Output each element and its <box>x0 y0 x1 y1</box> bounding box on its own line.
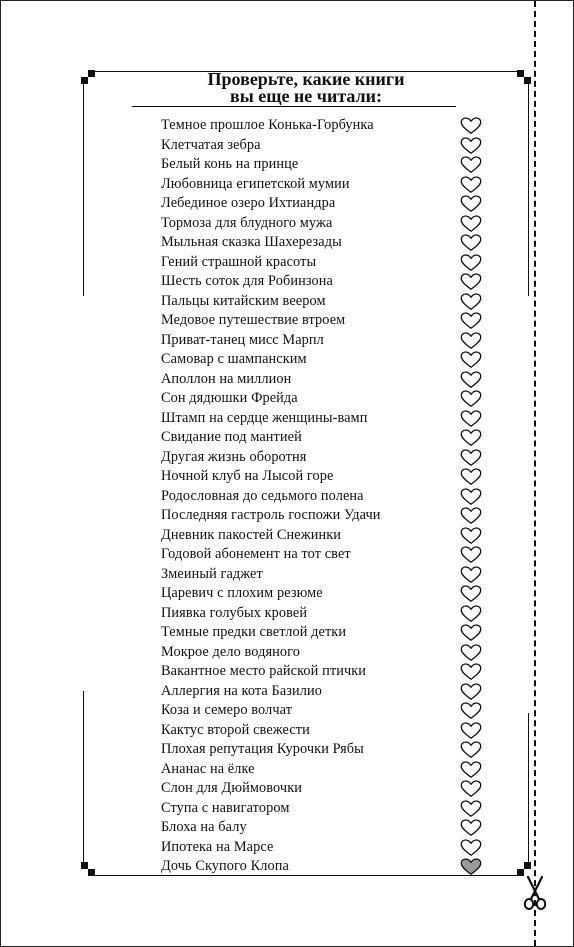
heart-icon[interactable] <box>460 312 482 330</box>
title-line-2: вы еще не читали: <box>229 86 382 106</box>
list-item <box>161 194 491 214</box>
title-underline <box>132 106 456 107</box>
list-item <box>161 350 491 370</box>
list-item <box>161 155 491 175</box>
list-item <box>161 565 491 585</box>
list-item <box>161 428 491 448</box>
list-item <box>161 506 491 526</box>
book-title: Плохая репутация Курочки Рябы <box>161 741 364 757</box>
list-item <box>161 721 491 741</box>
heart-icon[interactable] <box>460 663 482 681</box>
heart-icon[interactable] <box>460 410 482 428</box>
heart-icon[interactable] <box>460 429 482 447</box>
list-item <box>161 233 491 253</box>
frame-left-border-lower <box>83 691 84 863</box>
book-title: Мыльная сказка Шахерезады <box>161 234 342 250</box>
book-title: Клетчатая зебра <box>161 136 261 153</box>
heart-icon[interactable] <box>460 566 482 584</box>
list-item <box>161 643 491 663</box>
list-item <box>161 545 491 565</box>
book-title: Пальцы китайским веером <box>161 292 326 309</box>
list-item <box>161 838 491 858</box>
list-item <box>161 214 491 234</box>
corner-mark-top-left-inner <box>81 77 88 84</box>
list-item <box>161 272 491 292</box>
heart-icon[interactable] <box>460 527 482 545</box>
heart-icon[interactable] <box>460 702 482 720</box>
book-title: Другая жизнь оборотня <box>161 448 307 465</box>
book-title: Мокрое дело водяного <box>161 643 301 660</box>
list-item <box>161 370 491 390</box>
corner-mark-bottom-left <box>81 862 88 869</box>
list-item <box>161 253 491 273</box>
book-title: Ступа с навигатором <box>161 799 290 816</box>
heart-icon[interactable] <box>460 858 482 876</box>
list-item <box>161 857 491 877</box>
heart-icon[interactable] <box>460 800 482 818</box>
corner-mark-top-right <box>517 70 524 77</box>
heart-icon[interactable] <box>460 371 482 389</box>
heart-icon[interactable] <box>460 293 482 311</box>
heart-icon[interactable] <box>460 254 482 272</box>
book-title: Лебединое озеро Ихтиандра <box>161 195 336 211</box>
heart-icon[interactable] <box>460 449 482 467</box>
heart-icon[interactable] <box>460 137 482 155</box>
scissors-icon <box>522 873 548 913</box>
list-item <box>161 331 491 351</box>
book-title: Последняя гастроль госпожи Удачи <box>161 507 381 523</box>
heart-icon[interactable] <box>460 761 482 779</box>
list-item <box>161 448 491 468</box>
corner-mark-top-left <box>88 70 95 77</box>
book-title: Приват-танец мисс Марпл <box>161 331 324 348</box>
heart-icon[interactable] <box>460 741 482 759</box>
heart-icon[interactable] <box>460 585 482 603</box>
list-item <box>161 526 491 546</box>
book-title: Змеиный гаджет <box>161 565 263 582</box>
book-title: Пиявка голубых кровей <box>161 604 308 621</box>
corner-mark-bottom-right <box>524 862 531 869</box>
book-title: Штамп на сердце женщины-вамп <box>161 409 368 426</box>
cut-line <box>534 1 536 946</box>
book-title: Белый конь на принце <box>161 156 299 172</box>
corner-mark-top-right-inner <box>524 77 531 84</box>
book-title: Аполлон на миллион <box>161 370 292 387</box>
list-item <box>161 799 491 819</box>
list-item <box>161 662 491 682</box>
heart-icon[interactable] <box>460 332 482 350</box>
book-title: Царевич с плохим резюме <box>161 585 323 601</box>
book-title: Вакантное место райской птички <box>161 663 367 679</box>
book-title: Годовой абонемент на тот свет <box>161 546 351 562</box>
heart-icon[interactable] <box>460 839 482 857</box>
heart-icon[interactable] <box>460 546 482 564</box>
book-title: Темные предки светлой детки <box>161 624 347 640</box>
list-item <box>161 604 491 624</box>
book-title: Кактус второй свежести <box>161 721 310 738</box>
list-item <box>161 760 491 780</box>
book-title: Блоха на балу <box>161 819 247 835</box>
heart-icon[interactable] <box>460 605 482 623</box>
list-item <box>161 701 491 721</box>
list-item <box>161 116 491 136</box>
heart-icon[interactable] <box>460 234 482 252</box>
frame-left-border-upper <box>83 81 84 296</box>
book-title: Родословная до седьмого полена <box>161 487 364 504</box>
heart-icon[interactable] <box>460 683 482 701</box>
book-title: Ночной клуб на Лысой горе <box>161 468 334 484</box>
corner-mark-bottom-left-inner <box>88 869 95 876</box>
heart-icon[interactable] <box>460 215 482 233</box>
heart-icon[interactable] <box>460 722 482 740</box>
book-title: Ипотека на Марсе <box>161 838 274 855</box>
heart-icon[interactable] <box>460 819 482 837</box>
frame-right-border-upper <box>528 81 529 296</box>
book-title: Медовое путешествие втроем <box>161 312 346 328</box>
book-title: Темное прошлое Конька-Горбунка <box>161 117 374 133</box>
title-line-1: Проверьте, какие книги <box>207 69 405 89</box>
page-title <box>181 71 431 105</box>
book-title: Тормоза для блудного мужа <box>161 214 333 231</box>
list-item <box>161 779 491 799</box>
heart-icon[interactable] <box>460 624 482 642</box>
heart-icon[interactable] <box>460 390 482 408</box>
book-title: Любовница египетской мумии <box>161 175 350 192</box>
book-title: Сон дядюшки Фрейда <box>161 390 298 406</box>
list-item <box>161 623 491 643</box>
book-title: Свидание под мантией <box>161 429 302 445</box>
book-title: Шесть соток для Робинзона <box>161 273 333 289</box>
book-title: Коза и семеро волчат <box>161 702 293 718</box>
list-item <box>161 740 491 760</box>
heart-icon[interactable] <box>460 176 482 194</box>
heart-icon[interactable] <box>460 488 482 506</box>
list-item <box>161 409 491 429</box>
heart-icon[interactable] <box>460 780 482 798</box>
list-item <box>161 292 491 312</box>
list-item <box>161 584 491 604</box>
list-item <box>161 682 491 702</box>
book-title: Самовар с шампанским <box>161 351 307 367</box>
book-title: Ананас на ёлке <box>161 760 255 777</box>
heart-icon[interactable] <box>460 195 482 213</box>
frame-right-border-lower <box>528 713 529 863</box>
heart-icon[interactable] <box>460 468 482 486</box>
list-item <box>161 311 491 331</box>
book-checklist <box>161 116 491 877</box>
book-title: Гений страшной красоты <box>161 253 317 270</box>
list-item <box>161 487 491 507</box>
book-title: Дочь Скупого Клопа <box>161 858 289 874</box>
heart-icon[interactable] <box>460 351 482 369</box>
list-item <box>161 818 491 838</box>
list-item <box>161 175 491 195</box>
list-item <box>161 136 491 156</box>
book-title: Слон для Дюймовочки <box>161 780 303 796</box>
heart-icon[interactable] <box>460 117 482 135</box>
book-title: Аллергия на кота Базилио <box>161 682 323 699</box>
heart-icon[interactable] <box>460 156 482 174</box>
heart-icon[interactable] <box>460 507 482 525</box>
list-item <box>161 467 491 487</box>
book-title: Дневник пакостей Снежинки <box>161 526 342 543</box>
list-item <box>161 389 491 409</box>
heart-icon[interactable] <box>460 273 482 291</box>
heart-icon[interactable] <box>460 644 482 662</box>
